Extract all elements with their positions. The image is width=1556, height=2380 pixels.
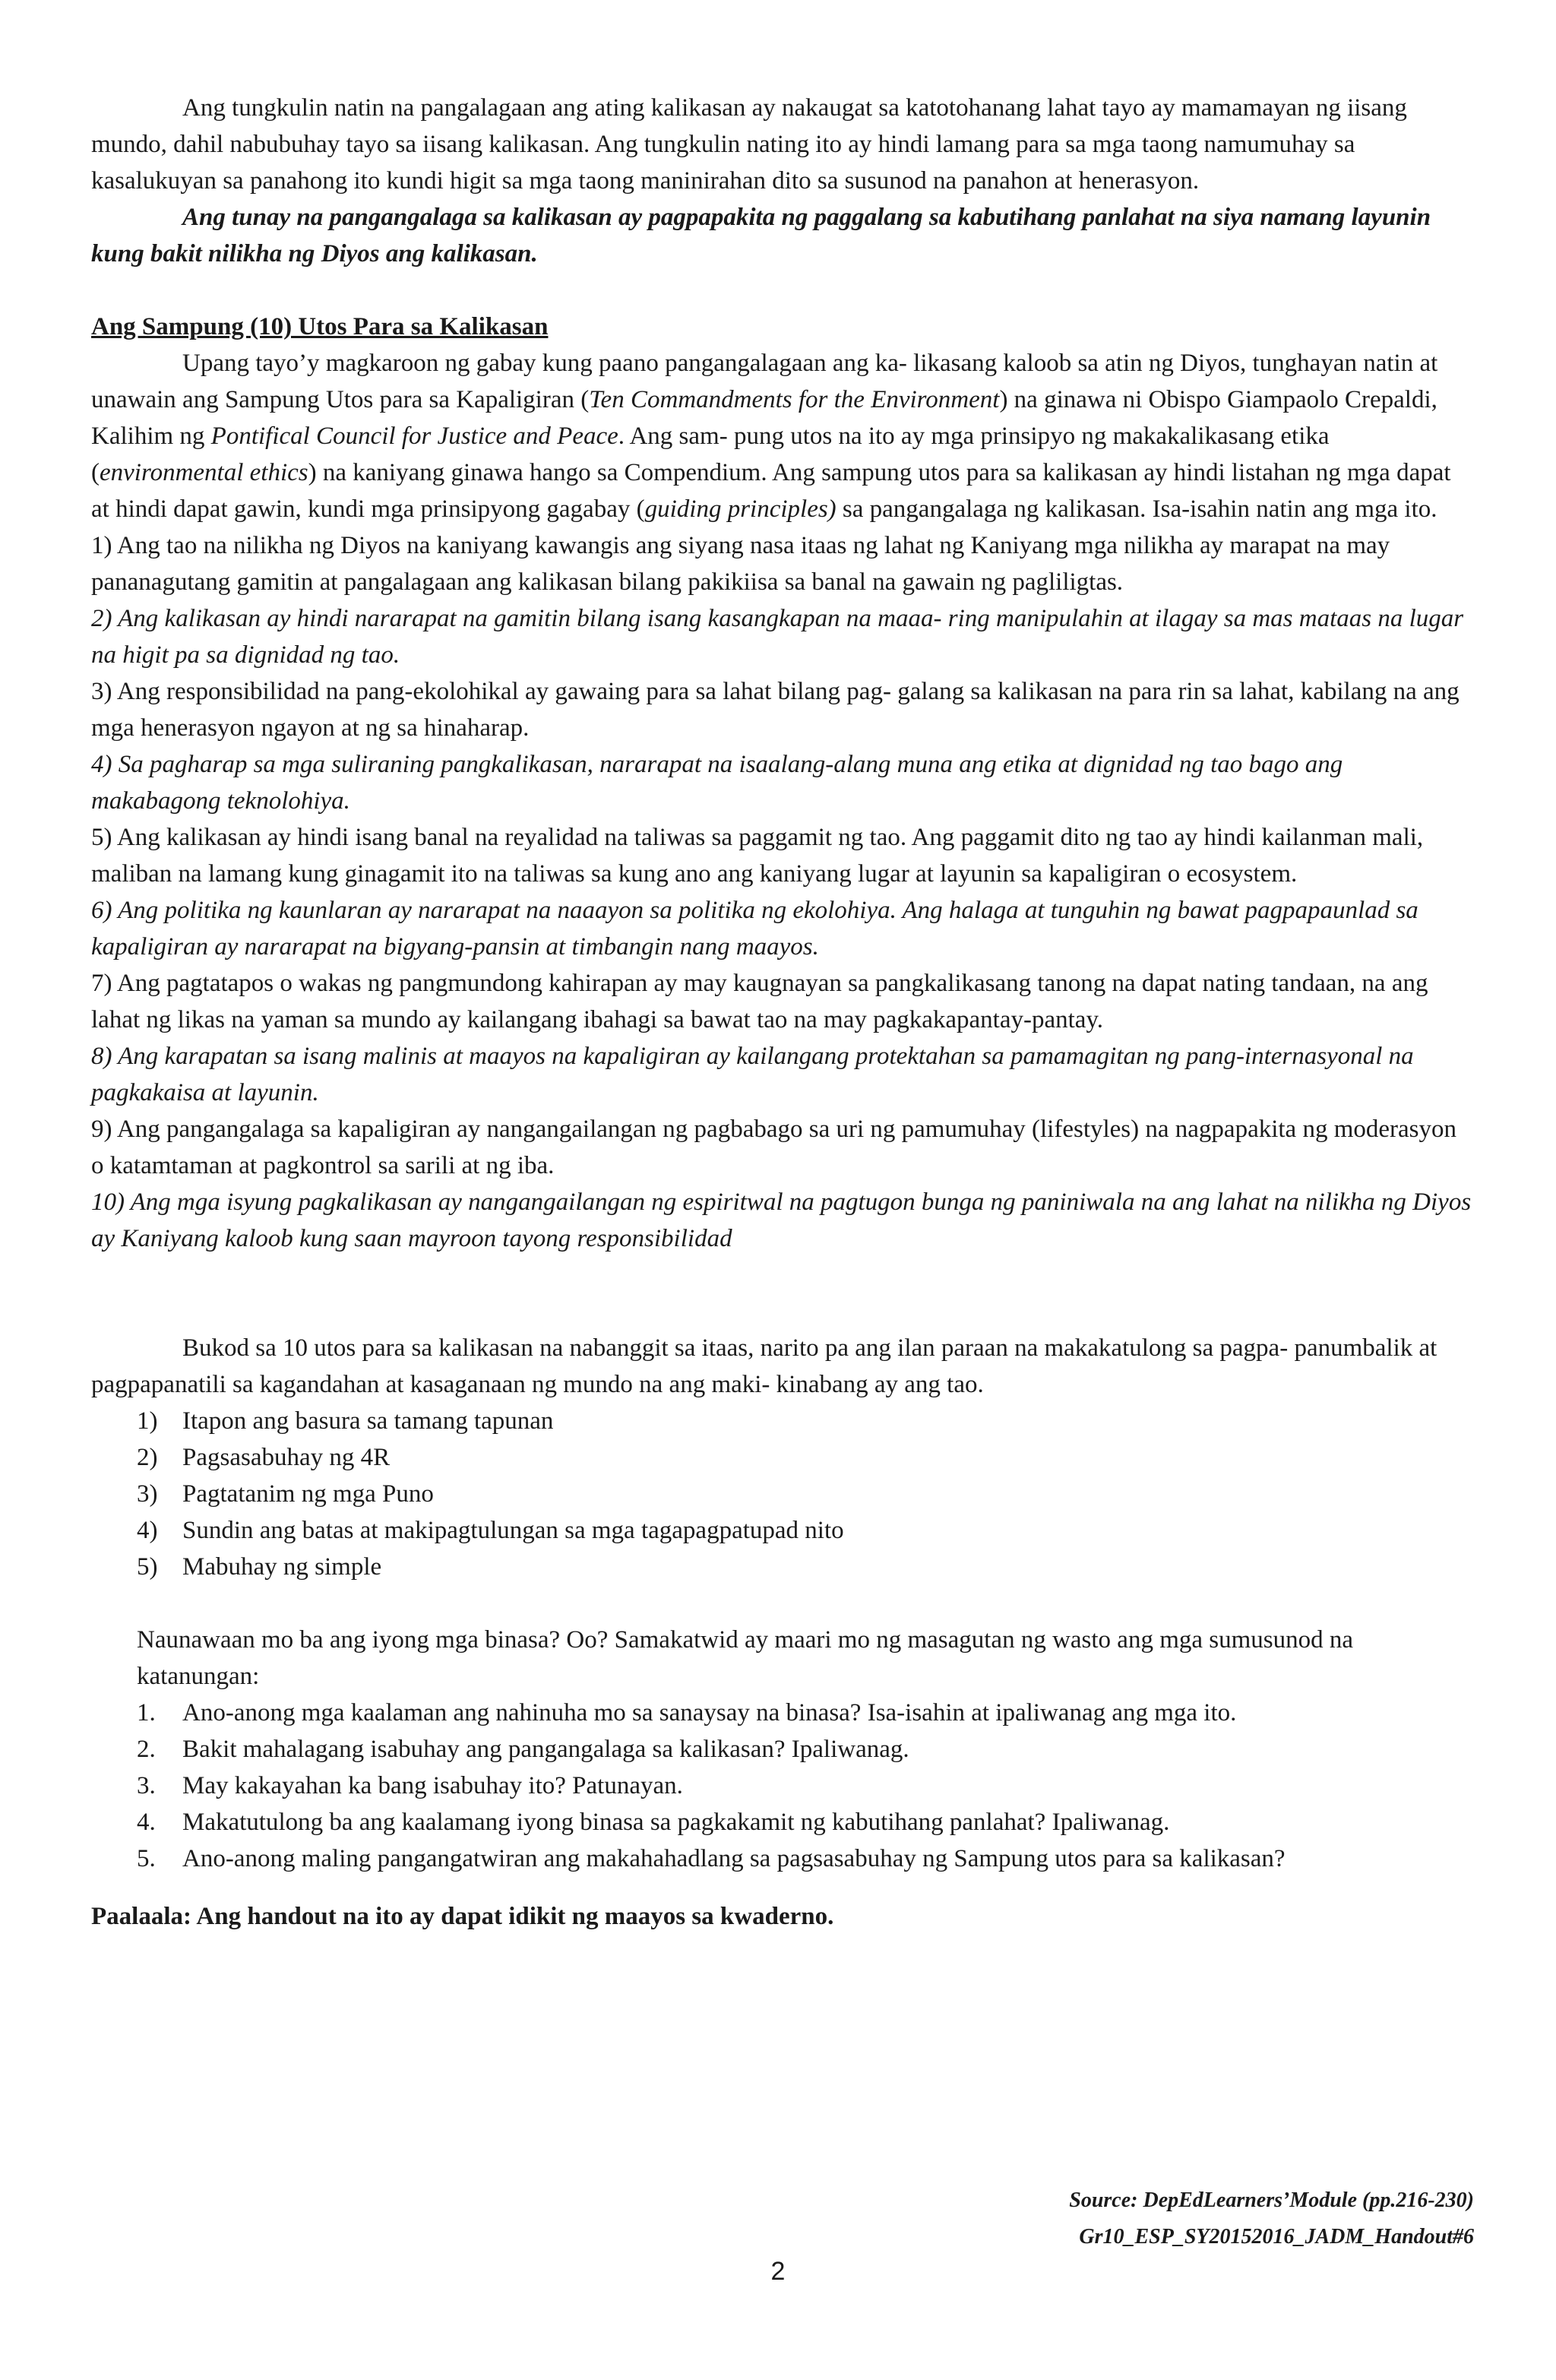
- section-heading: Ang Sampung (10) Utos Para sa Kalikasan: [91, 313, 549, 340]
- section-body: Upang tayo’y magkaroon ng gabay kung paano pangangalagaan ang ka- likasang kaloob sa atin ng Diyos, tunghayan natin at unawain ang Sampung Utos para sa Kapaligiran (Ten Commandments for the Environment) na ginawa ni Obispo Giampaolo Crepaldi, Kalihim ng Pontifical Council for Justice and Peace. Ang sam- pung utos na ito ay mga prinsipyo ng makakalikasang etika (environmental ethics) na kaniyang ginawa hango sa Compendium. Ang sampung utos para sa kalikasan ay hindi listahan ng mga dapat at hindi dapat gawin, kundi mga prinsipyong gagabay (guiding principles) sa pangangalaga ng kalikasan. Isa-isahin natin ang mga ito.: [91, 350, 1451, 523]
- commandment-10: 10) Ang mga isyung pagkalikasan ay nangangailangan ng espiritwal na pagtugon bunga ng paniniwala na ang lahat na nilikha ng Diyos ay Kaniyang kaloob kung saan mayroon tayong responsibilidad: [91, 1188, 1472, 1252]
- ways-item: 2) Pagsasabuhay ng 4R: [137, 1444, 391, 1471]
- intro-emphasis: Ang tunay na pangangalaga sa kalikasan ay pagpapakita ng paggalang sa kabutihang panlahat na siya namang layunin kung bakit nilikha ng Diyos ang kalikasan.: [91, 204, 1431, 267]
- commandment-9: 9) Ang pangangalaga sa kapaligiran ay nangangailangan ng pagbabago sa uri ng pamumuhay (lifestyles) na nagpapakita ng moderasyon o katamtaman at pagkontrol sa sarili at ng iba.: [91, 1116, 1457, 1179]
- commandment-4: 4) Sa pagharap sa mga suliraning pangkalikasan, nararapat na isaalang-alang muna ang etika at dignidad ng tao bago ang makabagong teknolohiya.: [91, 751, 1343, 815]
- question-item: 1. Ano-anong mga kaalaman ang nahinuha mo sa sanaysay na binasa? Isa-isahin at ipaliwanag ang mga ito.: [137, 1699, 1237, 1726]
- ways-intro: Bukod sa 10 utos para sa kalikasan na nabanggit sa itaas, narito pa ang ilan paraan na makakatulong sa pagpa- panumbalik at pagpapanatili sa kagandahan at kasaganaan ng mundo na ang maki- kinabang ay ang tao.: [91, 1334, 1437, 1398]
- ways-item: 3) Pagtatanim ng mga Puno: [137, 1480, 434, 1508]
- ways-item: 1) Itapon ang basura sa tamang tapunan: [137, 1407, 554, 1435]
- ways-item: 5) Mabuhay ng simple: [137, 1553, 382, 1581]
- commandment-1: 1) Ang tao na nilikha ng Diyos na kaniyang kawangis ang siyang nasa itaas ng lahat ng Kaniyang mga nilikha ay marapat na may pananagutang gamitin at pangalagaan ang kalikasan bilang pakikiisa sa banal na gawain ng pagliligtas.: [91, 532, 1390, 596]
- reminder-note: Paalaala: Ang handout na ito ay dapat idikit ng maayos sa kwaderno.: [91, 1903, 834, 1930]
- source-line-1: Source: DepEdLearners’Module (pp.216-230): [1069, 2189, 1474, 2212]
- ways-list: [91, 1403, 1474, 1585]
- commandment-2: 2) Ang kalikasan ay hindi nararapat na gamitin bilang isang kasangkapan na maaa- ring manipulahin at ilagay sa mas mataas na lugar na higit pa sa dignidad ng tao.: [91, 605, 1464, 669]
- commandments-list: [91, 527, 1474, 1257]
- intro-paragraph: Ang tungkulin natin na pangalagaan ang ating kalikasan ay nakaugat sa katotohanang lahat tayo ay mamamayan ng iisang mundo, dahil nabubuhay tayo sa iisang kalikasan. Ang tungkulin nating ito ay hindi lamang para sa mga taong namumuhay sa kasalukuyan sa panahong ito kundi higit sa mga taong maninirahan dito sa susunod na panahon at henerasyon.: [91, 94, 1407, 195]
- source-line-2: Gr10_ESP_SY20152016_JADM_Handout#6: [1079, 2225, 1474, 2249]
- document-body: [91, 90, 1474, 1935]
- page-number: 2: [770, 2257, 786, 2286]
- questions-list: [91, 1695, 1474, 1877]
- ways-item: 4) Sundin ang batas at makipagtulungan sa mga tagapagpatupad nito: [137, 1517, 844, 1544]
- source-citation: [1069, 2182, 1474, 2255]
- question-item: 5. Ano-anong maling pangangatwiran ang makahahadlang sa pagsasabuhay ng Sampung utos para sa kalikasan?: [137, 1845, 1286, 1872]
- commandment-7: 7) Ang pagtatapos o wakas ng pangmundong kahirapan ay may kaugnayan sa pangkalikasang tanong na dapat nating tandaan, na ang lahat ng likas na yaman sa mundo ay kailangang ibahagi sa bawat tao na may pagkakapantay-pantay.: [91, 970, 1428, 1033]
- question-item: 2. Bakit mahalagang isabuhay ang pangangalaga sa kalikasan? Ipaliwanag.: [137, 1736, 909, 1763]
- question-item: 3. May kakayahan ka bang isabuhay ito? Patunayan.: [137, 1772, 683, 1799]
- commandment-5: 5) Ang kalikasan ay hindi isang banal na reyalidad na taliwas sa paggamit ng tao. Ang paggamit dito ng tao ay hindi kailanman mali, maliban na lamang kung ginagamit ito na taliwas sa kung ano ang kaniyang lugar at layunin sa kapaligiran o ecosystem.: [91, 824, 1424, 888]
- commandment-3: 3) Ang responsibilidad na pang-ekolohikal ay gawaing para sa lahat bilang pag- galang sa kalikasan na para rin sa lahat, kabilang na ang mga henerasyon ngayon at ng sa hinaharap.: [91, 678, 1460, 742]
- question-item: 4. Makatutulong ba ang kaalamang iyong binasa sa pagkakamit ng kabutihang panlahat? Ipaliwanag.: [137, 1809, 1170, 1836]
- commandment-8: 8) Ang karapatan sa isang malinis at maayos na kapaligiran ay kailangang protektahan sa pamamagitan ng pang-internasyonal na pagkakaisa at layunin.: [91, 1043, 1414, 1106]
- commandment-6: 6) Ang politika ng kaunlaran ay nararapat na naaayon sa politika ng ekolohiya. Ang halaga at tunguhin ng bawat pagpapaunlad sa kapaligiran ay nararapat na bigyang-pansin at timbangin nang maayos.: [91, 897, 1418, 961]
- questions-intro: Naunawaan mo ba ang iyong mga binasa? Oo? Samakatwid ay maari mo ng masagutan ng wasto ang mga sumusunod na katanungan:: [137, 1626, 1354, 1690]
